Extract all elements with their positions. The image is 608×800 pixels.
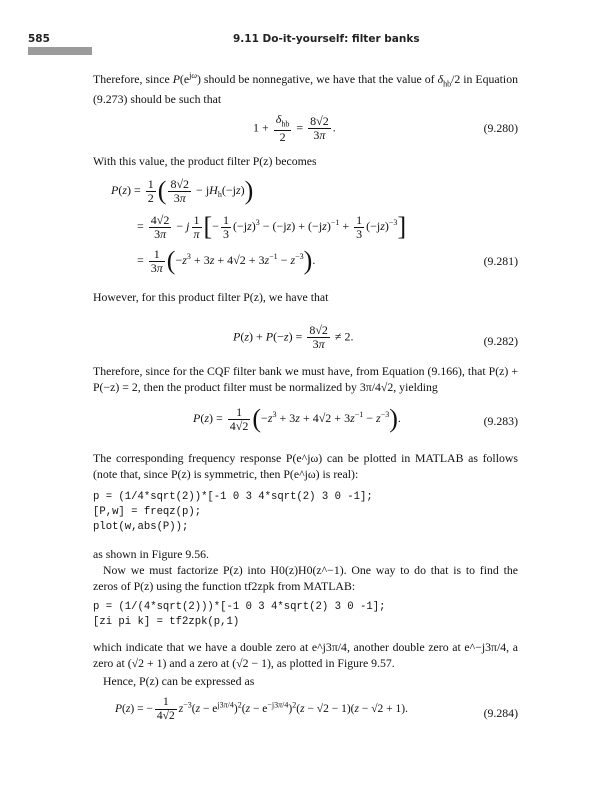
paragraph-3: However, for this product filter P(z), we have that [93,290,329,304]
eq-number: (9.284) [483,706,518,720]
code-block-2 [93,600,385,630]
code-block-1 [93,490,373,535]
eq-number: (9.281) [483,254,518,268]
code-line: p = (1/(4*sqrt(2)))*[-1 0 3 4*sqrt(2) 3 0 -1]; [93,601,386,613]
paragraph-2: With this value, the product filter P(z) becomes [93,154,317,168]
paragraph-6: as shown in Figure 9.56. [93,547,209,561]
paragraph-7: Now we must factorize P(z) into H0(z)H0(z^−1). One way to do that is to find the zeros of P(z) using the function tf2zpk from MATLAB: [93,563,518,593]
paragraph-8: which indicate that we have a double zero at e^j3π/4, another double zero at e^−j3π/4, a zero at (√2 + 1) and a zero at (√2 − 1), as plotted in Figure 9.57. [93,640,518,670]
code-line: [zi pi k] = tf2zpk(p,1) [93,616,240,628]
code-line: plot(w,abs(P)); [93,521,189,533]
eq-number: (9.280) [483,121,518,135]
page-number: 585 [28,33,50,45]
eq-number: (9.283) [483,414,518,428]
code-line: p = (1/4*sqrt(2))*[-1 0 3 4*sqrt(2) 3 0 -1]; [93,491,373,503]
equation-9-283: P(z) = $\frac{1}{4√2}$ $(-z^3 + 3z + 4√2 + 3z^{-1} - z^{-3})$. (9.283) [193,404,518,433]
paragraph-9: Hence, P(z) can be expressed as [103,674,255,688]
equation-9-280: 1 + $\frac{\delta_{hb}}{2}$ = $\frac{8√2}{3\pi}$ . (9.280) [253,112,518,145]
paragraph-1: Therefore, since $P(e^{j\omega})$ should be nonnegative, we have that the value of $\delta_{hb}/2$ in Equation (9.273) should be such that [93,71,518,106]
header-rule [28,47,92,55]
equation-9-284: P(z) = − $\frac{1}{4√2}$ $z^{-3}(z - e^{j3\pi/4})^2(z - e^{-j3\pi/4})^2(z - √2 - 1)(z - √2 + 1)$. (9.284) [115,696,518,722]
paragraph-5: The corresponding frequency response P(e^jω) can be plotted in MATLAB as follows (note that, since P(z) is symmetric, then P(e^jω) is real): [93,451,518,481]
eq-number: (9.282) [483,334,518,348]
running-header: 9.11 Do-it-yourself: filter banks [233,33,420,45]
equation-9-281: P(z) = $\frac{1}{2}$ ( $\frac{8√2}{3\pi}$ − $jH_h(-jz)$) = $\frac{4√2}{3\pi}$ − j $\frac{1}{\pi}$ [− $\frac{1}{3}$ $(-jz)^3 - (-jz) + (-jz)^{-1}$ + $\frac{1}{3}$ $(-jz)^{-3}$] = $\frac{1}{3\pi}$ $(-z^3 + 3z + 4√2 + 3z^{-1} - z^{-3})$. (9.281) [111,176,518,275]
equation-9-282: P(z) + P(−z) = $\frac{8√2}{3\pi}$ ≠ 2. (9.282) [233,323,518,351]
code-line: [P,w] = freqz(p); [93,506,202,518]
paragraph-4: Therefore, since for the CQF filter bank we must have, from Equation (9.166), that P(z) + P(−z) = 2, then the product filter must be normalized by 3π/4√2, yielding [93,364,518,394]
